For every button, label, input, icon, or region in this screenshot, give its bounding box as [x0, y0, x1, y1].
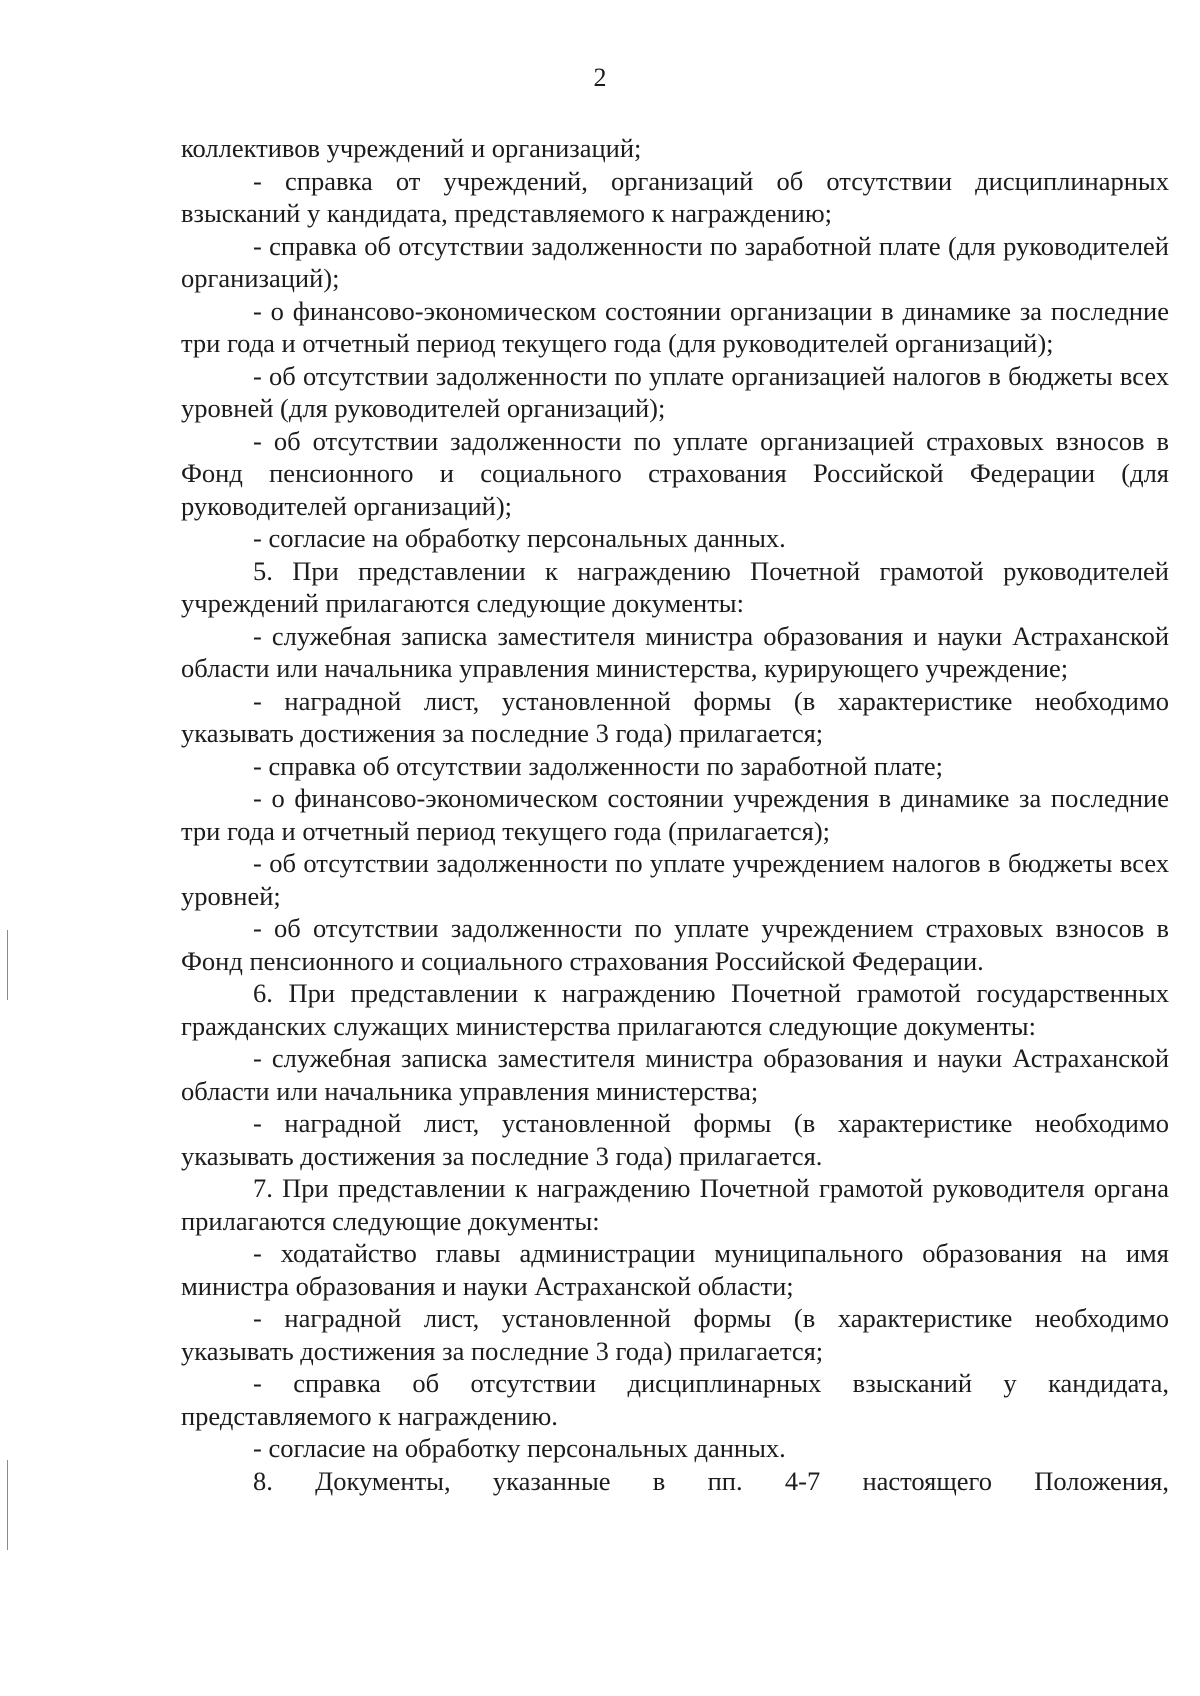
list-item-salary-debt-certificate: - справка об отсутствии задолженности по заработной плате (для руководителей организаций);	[181, 230, 1169, 293]
list-item-award-sheet-head: - наградной лист, установленной формы (в характеристике необходимо указывать достижения за последние 3 года) прилагается;	[181, 1303, 1169, 1366]
list-item-insurance-debt: - об отсутствии задолженности по уплате организацией страховых взносов в Фонд пенсионного и социального страхования Российской Федерации (для руководителей организаций);	[181, 425, 1169, 521]
paragraph-continuation: коллективов учреждений и организаций;	[181, 133, 642, 163]
list-item-personal-data-consent-head: - согласие на обработку персональных данных.	[253, 1433, 786, 1463]
list-item-award-sheet-ministry: - наградной лист, установленной формы (в характеристике необходимо указывать достижения за последние 3 года) прилагается.	[181, 1108, 1169, 1171]
list-item-institution-tax-debt: - об отсутствии задолженности по уплате учреждением налогов в бюджеты всех уровней;	[181, 848, 1169, 911]
list-item-petition: - ходатайство главы администрации муниципального образования на имя министра образования и науки Астраханской области;	[181, 1238, 1169, 1301]
list-item-financial-state: - о финансово-экономическом состоянии организации в динамике за последние три года и отчетный период текущего года (для руководителей организаций);	[181, 295, 1169, 358]
clause-8: 8. Документы, указанные в пп. 4-7 настоящего Положения,	[253, 1465, 1169, 1496]
list-item-institution-financial-state: - о финансово-экономическом состоянии учреждения в динамике за последние три года и отчетный период текущего года (прилагается);	[181, 783, 1169, 846]
clause-7: 7. При представлении к награждению Почетной грамотой руководителя органа прилагаются следующие документы:	[181, 1173, 1169, 1236]
list-item-personal-data-consent: - согласие на обработку персональных данных.	[253, 523, 786, 553]
list-item-disciplinary-certificate: - справка от учреждений, организаций об отсутствии дисциплинарных взысканий у кандидата, представляемого к награждению;	[181, 165, 1169, 228]
page-number: 2	[593, 63, 607, 92]
document-body	[181, 132, 1169, 1497]
clause-6: 6. При представлении к награждению Почетной грамотой государственных гражданских служащих министерства прилагаются следующие документы:	[181, 978, 1169, 1041]
clause-5: 5. При представлении к награждению Почетной грамотой руководителей учреждений прилагаются следующие документы:	[181, 555, 1169, 618]
scan-edge-mark	[7, 1460, 8, 1550]
list-item-institution-insurance-debt: - об отсутствии задолженности по уплате учреждением страховых взносов в Фонд пенсионного и социального страхования Российской Федерации.	[181, 913, 1169, 976]
list-item-award-sheet: - наградной лист, установленной формы (в характеристике необходимо указывать достижения за последние 3 года) прилагается;	[181, 685, 1169, 748]
scan-edge-mark	[7, 930, 8, 1000]
list-item-memo: - служебная записка заместителя министра образования и науки Астраханской области или начальника управления министерства, курирующего учреждение;	[181, 620, 1169, 683]
list-item-disciplinary-head: - справка об отсутствии дисциплинарных взысканий у кандидата, представляемого к награждению.	[181, 1368, 1169, 1431]
list-item-memo-ministry: - служебная записка заместителя министра образования и науки Астраханской области или начальника управления министерства;	[181, 1043, 1169, 1106]
list-item-salary-debt: - справка об отсутствии задолженности по заработной плате;	[253, 750, 944, 781]
list-item-tax-debt: - об отсутствии задолженности по уплате организацией налогов в бюджеты всех уровней (для руководителей организаций);	[181, 360, 1169, 423]
